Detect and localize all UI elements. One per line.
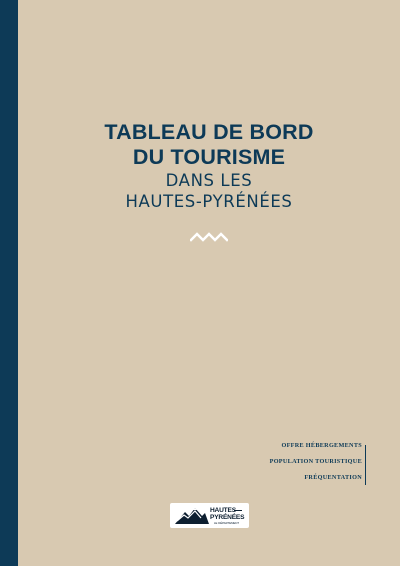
subtitle-line-1: DANS LES	[165, 171, 253, 190]
cover-title-block	[18, 120, 400, 212]
contents-item-frequentation: FRÉQUENTATION	[304, 474, 362, 482]
cover-spine-band	[0, 0, 18, 566]
title-line-1: TABLEAU DE BORD	[104, 120, 314, 144]
logo-dash	[234, 510, 242, 511]
logo-text-departement: LE DÉPARTEMENT	[214, 520, 240, 525]
subtitle-line-2: HAUTES-PYRÉNÉES	[125, 192, 293, 211]
contents-item-offre: OFFRE HÉBERGEMENTS	[281, 442, 362, 449]
department-logo	[170, 503, 249, 528]
contents-divider	[365, 445, 366, 485]
mountain-logo-icon	[175, 507, 209, 524]
logo-text-hautes: HAUTES	[210, 507, 236, 514]
logo-text-pyrenees: PYRÉNÉES	[210, 514, 245, 521]
contents-list	[270, 442, 362, 491]
contents-item-population: POPULATION TOURISTIQUE	[269, 458, 362, 466]
title-line-2: DU TOURISME	[132, 145, 286, 169]
zigzag-mountain-icon	[190, 231, 228, 243]
